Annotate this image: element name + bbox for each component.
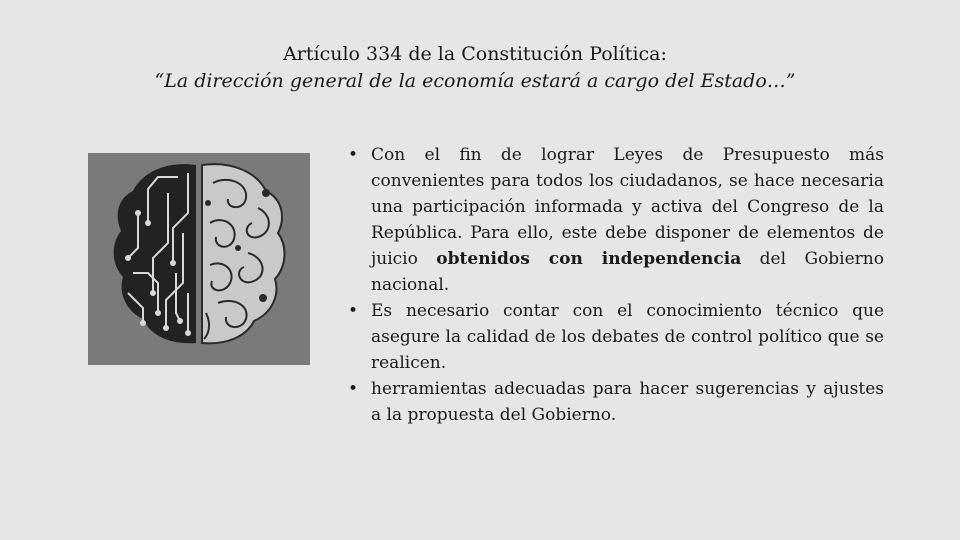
bullet-list <box>344 142 884 428</box>
slide-heading: Artículo 334 de la Constitución Política: <box>283 43 667 65</box>
brain-image <box>88 153 310 365</box>
bullet-text-end: del Gobierno nacional. <box>371 249 884 295</box>
brain-circuit-icon <box>88 153 310 365</box>
bullet-marker: • <box>348 301 359 321</box>
bullet-marker: • <box>348 145 359 165</box>
bullet-marker: • <box>348 379 359 399</box>
list-item <box>344 142 884 298</box>
constitution-quote: “La dirección general de la economía estará a cargo del Estado…” <box>154 70 796 92</box>
title-block <box>150 40 800 94</box>
list-item <box>344 376 884 428</box>
bullet-text: herramientas adecuadas para hacer sugerencias y ajustes a la propuesta del Gobierno. <box>371 379 884 425</box>
bullet-emphasis: obtenidos con independencia <box>436 249 742 269</box>
bullet-text: Con el fin de lograr Leyes de Presupuesto más convenientes para todos los ciudadanos, se hace necesaria una participación informada y activa del Congreso de la República. Para ello, este debe disponer de elementos de juicio <box>371 145 884 269</box>
bullet-text: Es necesario contar con el conocimiento técnico que asegure la calidad de los debates de control político que se realicen. <box>371 301 884 373</box>
list-item <box>344 298 884 376</box>
